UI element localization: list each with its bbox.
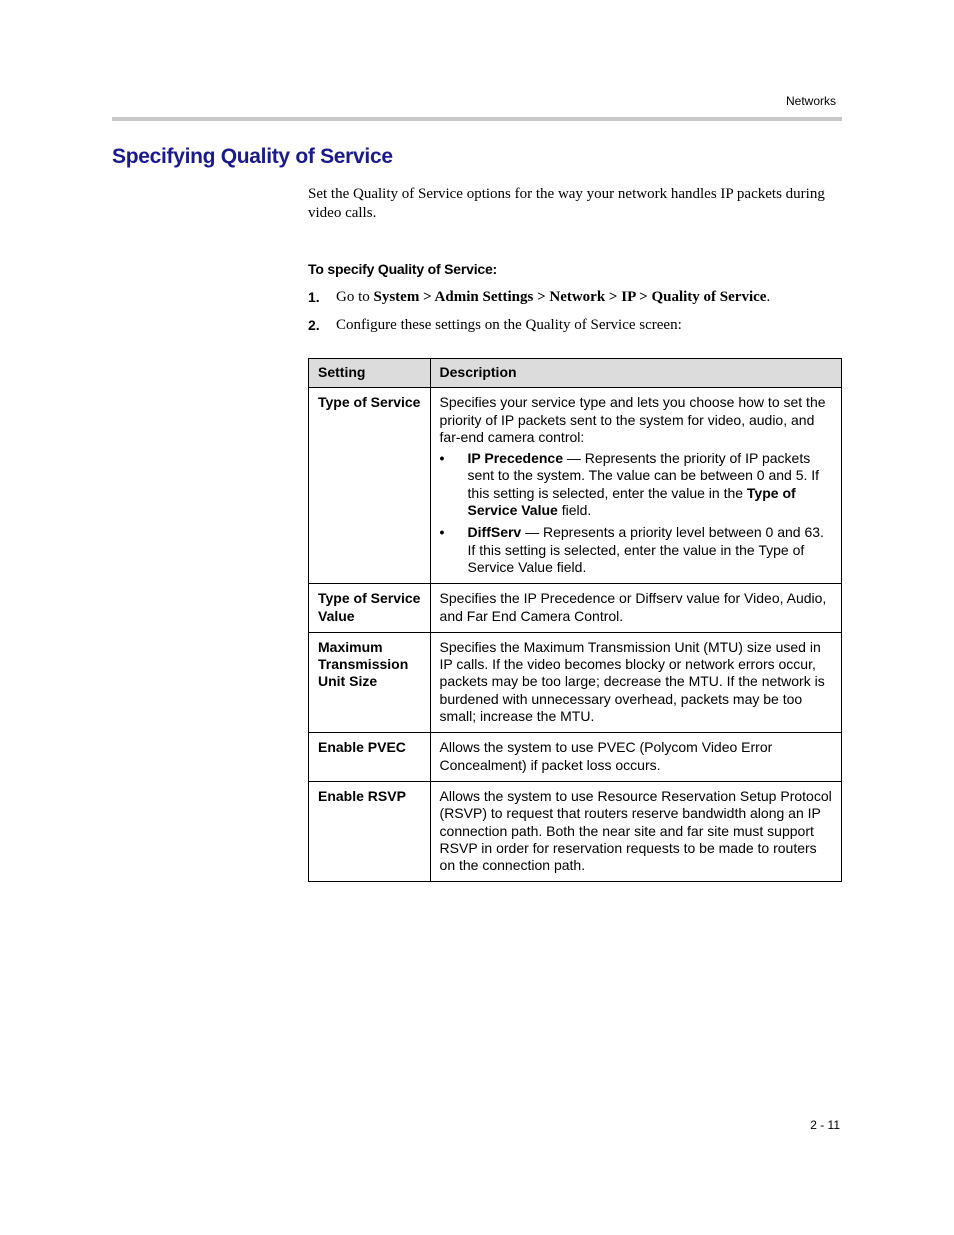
header-rule: [112, 117, 842, 121]
list-item: [440, 524, 832, 576]
step-1: [308, 287, 843, 315]
list-item: [440, 450, 832, 519]
bullet-marker: •: [439, 450, 445, 467]
column-header-description: Description: [430, 359, 841, 388]
settings-table: [308, 358, 842, 882]
page-number: 2 - 11: [810, 1118, 840, 1132]
column-header-setting: Setting: [309, 359, 431, 388]
setting-description: Allows the system to use Resource Reservation Setup Protocol (RSVP) to request that routers reserve bandwidth along an IP connection path. Both the near site and far site must support RSVP in order for reservation requests to be made to routers on the connection path.: [430, 781, 841, 881]
setting-name: Enable RSVP: [309, 781, 431, 881]
procedure-steps: [308, 287, 843, 343]
setting-name: Enable PVEC: [309, 733, 431, 782]
setting-description: Specifies the IP Precedence or Diffserv value for Video, Audio, and Far End Camera Control.: [430, 584, 841, 633]
setting-name: Type of Service: [309, 388, 431, 584]
step-text-post: .: [766, 289, 771, 305]
table-row: [309, 733, 842, 782]
option-text: — Represents a priority level between 0 and 63. If this setting is selected, enter the value in the Type of Service Value field.: [467, 524, 824, 575]
table-row: [309, 632, 842, 732]
step-number: 1.: [308, 289, 320, 305]
setting-description: Specifies the Maximum Transmission Unit (MTU) size used in IP calls. If the video becomes blocky or network errors occur, packets may be too large; decrease the MTU. If the network is burdened with unnecessary overhead, packets may be too small; increase the MTU.: [430, 632, 841, 732]
table-row: [309, 388, 842, 584]
section-title: Specifying Quality of Service: [112, 145, 393, 168]
option-list: [440, 450, 832, 576]
option-term-ref: Type of Service Value: [467, 484, 796, 519]
description-text: Specifies your service type and lets you choose how to set the priority of IP packets sent to the system for video, audio, and far-end camera control:: [439, 394, 826, 445]
step-text: Configure these settings on the Quality of Service screen:: [336, 317, 682, 333]
menu-path: System > Admin Settings > Network > IP > Quality of Service: [373, 289, 767, 305]
running-head: Networks: [785, 94, 836, 108]
option-text: — Represents the priority of IP packets sent to the system. The value can be between 0 and 5. If this setting is selected, enter the value in the: [467, 450, 820, 501]
option-term: DiffServ: [467, 524, 522, 541]
setting-name: Type of Service Value: [309, 584, 431, 633]
procedure-heading: To specify Quality of Service:: [308, 261, 498, 277]
intro-paragraph: Set the Quality of Service options for the way your network handles IP packets during video calls.: [308, 186, 825, 221]
step-number: 2.: [308, 317, 320, 333]
step-2: [308, 315, 843, 343]
setting-name: Maximum Transmission Unit Size: [309, 632, 431, 732]
option-term: IP Precedence: [467, 450, 564, 467]
step-text-pre: Go to: [336, 289, 374, 305]
table-row: [309, 584, 842, 633]
bullet-marker: •: [439, 524, 445, 541]
table-row: [309, 781, 842, 881]
table-header-row: [309, 359, 842, 388]
setting-description: Allows the system to use PVEC (Polycom Video Error Concealment) if packet loss occurs.: [430, 733, 841, 782]
setting-description: [430, 388, 841, 584]
option-text-end: field.: [557, 502, 592, 519]
